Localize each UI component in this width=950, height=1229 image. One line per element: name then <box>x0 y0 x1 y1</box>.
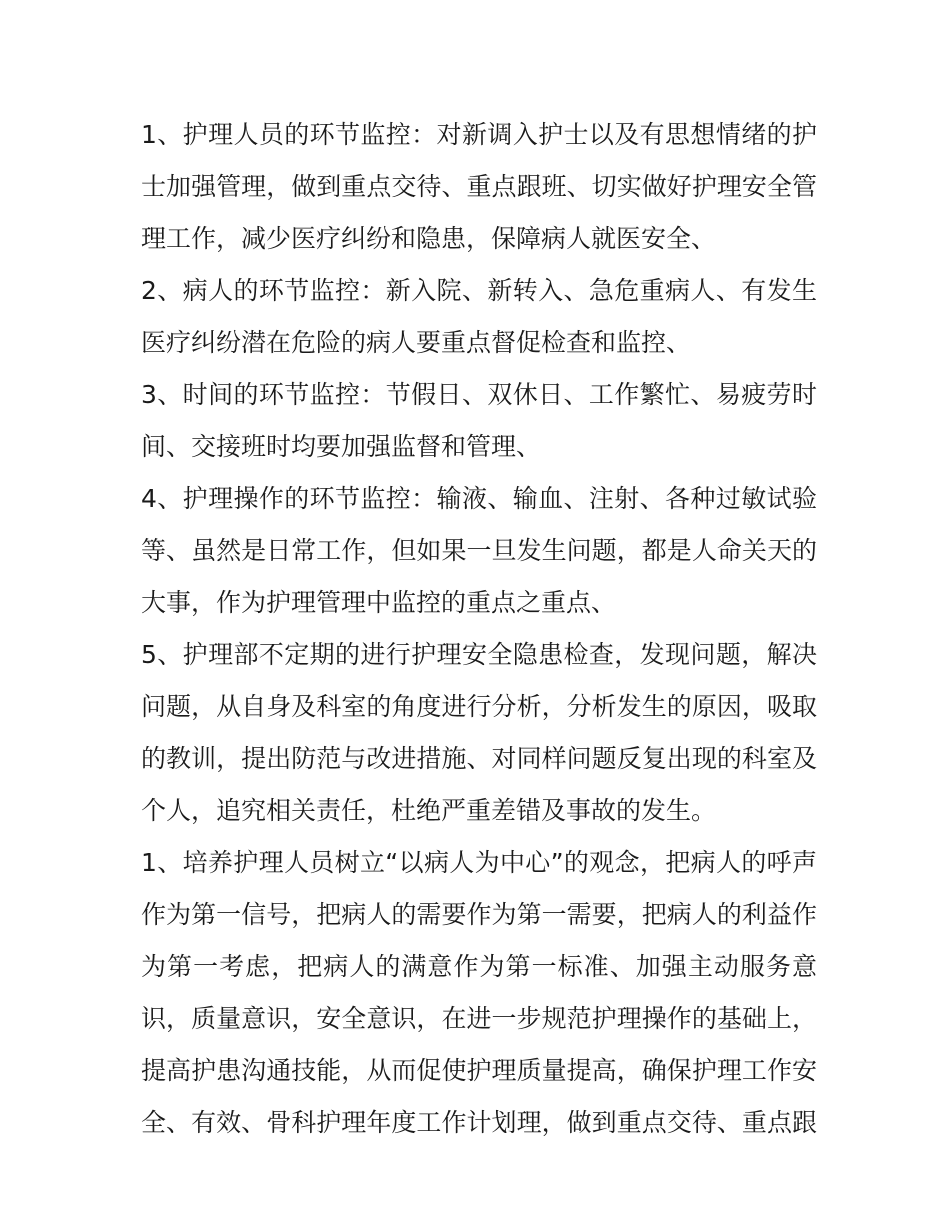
text-line: 间、交接班时均要加强监督和管理、 <box>141 432 542 461</box>
text-line: 1、护理人员的环节监控：对新调入护士以及有思想情绪的护 <box>141 120 817 149</box>
text-line: 作为第一信号，把病人的需要作为第一需要，把病人的利益作 <box>141 900 817 929</box>
text-line: 全、有效、骨科护理年度工作计划理，做到重点交待、重点跟 <box>141 1108 817 1137</box>
text-line: 3、时间的环节监控：节假日、双休日、工作繁忙、易疲劳时 <box>141 380 817 409</box>
text-line: 为第一考虑，把病人的满意作为第一标准、加强主动服务意 <box>141 952 817 981</box>
text-line: 等、虽然是日常工作，但如果一旦发生问题，都是人命关天的 <box>141 536 817 565</box>
text-line: 个人，追究相关责任，杜绝严重差错及事故的发生。 <box>141 796 717 825</box>
text-line: 识，质量意识，安全意识，在进一步规范护理操作的基础上， <box>141 1004 817 1033</box>
text-line: 2、病人的环节监控：新入院、新转入、急危重病人、有发生 <box>141 276 817 305</box>
text-line: 士加强管理，做到重点交待、重点跟班、切实做好护理安全管 <box>141 172 817 201</box>
document-body <box>141 109 817 1149</box>
text-line: 医疗纠纷潜在危险的病人要重点督促检查和监控、 <box>141 328 692 357</box>
text-line: 提高护患沟通技能，从而促使护理质量提高，确保护理工作安 <box>141 1056 817 1085</box>
text-line: 大事，作为护理管理中监控的重点之重点、 <box>141 588 617 617</box>
text-line: 的教训，提出防范与改进措施、对同样问题反复出现的科室及 <box>141 744 817 773</box>
text-line: 问题，从自身及科室的角度进行分析，分析发生的原因，吸取 <box>141 692 817 721</box>
text-line: 5、护理部不定期的进行护理安全隐患检查，发现问题，解决 <box>141 640 817 669</box>
text-line: 理工作，减少医疗纠纷和隐患，保障病人就医安全、 <box>141 224 717 253</box>
text-line: 4、护理操作的环节监控：输液、输血、注射、各种过敏试验 <box>141 484 817 513</box>
text-line: 1、培养护理人员树立“以病人为中心”的观念，把病人的呼声 <box>141 848 817 877</box>
